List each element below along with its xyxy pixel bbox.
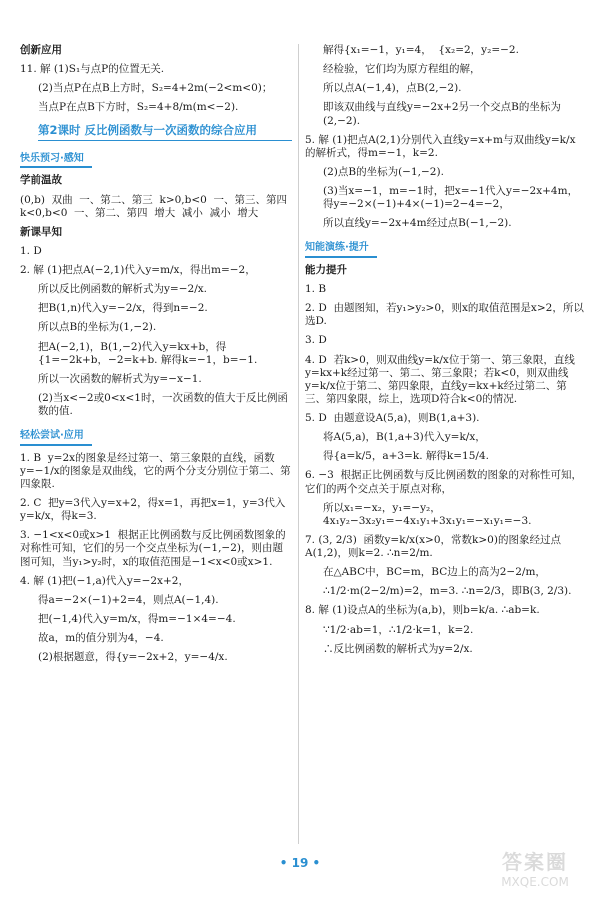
left-paragraph: 快乐预习·感知	[20, 153, 92, 169]
left-paragraph: 2. 解 (1)把点A(−2,1)代入y=m/x，得出m=−2，	[20, 264, 256, 276]
left-paragraph: 得a=−2×(−1)+2=4，则点A(−1,4).	[38, 593, 219, 606]
left-paragraph: 第2课时 反比例函数与一次函数的综合应用	[38, 123, 292, 141]
right-paragraph: 知能演练·提升	[305, 242, 377, 258]
right-paragraph: ∴反比例函数的解析式为y=2/x.	[323, 642, 473, 655]
right-paragraph: 经检验，它们均为原方程组的解，	[323, 63, 481, 76]
right-paragraph: 所以直线y=−2x+4m经过点B(−1,−2).	[323, 217, 512, 230]
page-number: • 19 •	[279, 856, 321, 870]
right-paragraph: 5. D 由题意设A(5,a)，则B(1,a+3).	[305, 412, 480, 424]
right-paragraph: 5. 解 (1)把点A(2,1)分别代入直线y=x+m与双曲线y=k/x的解析式，得m=−1，k=2.	[305, 133, 576, 159]
right-paragraph: 解得{x₁=−1，y₁=4， {x₂=2，y₂=−2.	[323, 44, 519, 56]
left-paragraph: 轻松尝试·应用	[20, 430, 92, 446]
left-paragraph: 故a，m的值分别为4，−4.	[38, 632, 164, 644]
left-paragraph: 11. 解 (1)S₁与点P的位置无关.	[20, 63, 165, 76]
right-paragraph: 1. B	[305, 283, 327, 295]
right-paragraph: 7. (3, 2/3) 函数y=k/x(x>0，常数k>0)的图象经过点A(1,2)，则k=2. ∴n=2/m.	[305, 533, 561, 559]
left-paragraph: 当点P在点B下方时，S₂=4+8/m(m<−2).	[38, 101, 239, 114]
right-paragraph: ∵1/2·ab=1，∴1/2·k=1，k=2.	[323, 623, 474, 636]
left-paragraph: (2)当x<−2或0<x<1时，一次函数的值大于反比例函数的值.	[38, 391, 288, 417]
right-column	[305, 44, 585, 840]
left-paragraph: 4. 解 (1)把(−1,a)代入y=−2x+2，	[20, 574, 189, 587]
right-paragraph: 将A(5,a)，B(1,a+3)代入y=k/x，	[323, 431, 486, 444]
right-paragraph: ∴1/2·m(2−2/m)=2，m=3. ∴n=2/3，即B(3, 2/3).	[323, 585, 572, 598]
right-paragraph: (3)当x=−1，m=−1时，把x=−1代入y=−2x+4m，得y=−2×(−1)+4×(−1)=2−4=−2，	[323, 185, 579, 211]
left-paragraph: (2)根据题意，得{y=−2x+2，y=−4/x.	[38, 651, 228, 664]
watermark-text: 答案圈	[502, 850, 568, 874]
left-paragraph: 1. D	[20, 244, 42, 257]
left-paragraph: 1. B y=2x的图象是经过第一、第三象限的直线，函数y=−1/x的图象是双曲线，它的两个分支分别位于第二、第四象限.	[20, 451, 291, 490]
left-paragraph: 3. −1<x<0或x>1 根据正比例函数与反比例函数图象的对称性可知，它们的另一个交点坐标为(−1,−2)，则由题图可知，当y₁>y₂时，x的取值范围是−1<x<0或x>1.	[20, 529, 286, 568]
left-paragraph: 新课早知	[20, 225, 62, 238]
right-paragraph: 得{a=k/5，a+3=k. 解得k=15/4.	[323, 450, 489, 463]
right-paragraph: 4. D 若k>0，则双曲线y=k/x位于第一、第三象限，直线y=kx+k经过第一、第二、第三象限；若k<0，则双曲线y=k/x位于第二、第四象限，直线y=kx+k经过第二、第三、第四象限，综上，选项D符合k<0的情况.	[305, 353, 575, 405]
left-paragraph: 学前温故	[20, 174, 62, 187]
watermark-url: MXQE.COM	[501, 875, 569, 889]
right-paragraph: 3. D	[305, 334, 327, 347]
right-paragraph: 2. D 由题图知，若y₁>y₂>0，则x的取值范围是x>2，所以选D.	[305, 302, 584, 328]
left-paragraph: 2. C 把y=3代入y=x+2，得x=1，再把x=1，y=3代入y=k/x，得k=3.	[20, 497, 286, 523]
right-paragraph: (2)点B的坐标为(−1,−2).	[323, 165, 444, 178]
left-paragraph: 所以点B的坐标为(1,−2).	[38, 321, 157, 334]
left-column	[20, 44, 292, 840]
right-paragraph: 6. −3 根据正比例函数与反比例函数的图象的对称性可知，它们的两个交点关于原点对称，	[305, 469, 583, 495]
right-paragraph: 8. 解 (1)设点A的坐标为(a,b)，则b=k/a. ∴ab=k.	[305, 604, 540, 617]
right-paragraph: 所以x₁=−x₂，y₁=−y₂，4x₁y₂−3x₂y₁=−4x₁y₁+3x₁y₁=−x₁y₁=−3.	[323, 501, 532, 527]
column-divider	[298, 44, 299, 844]
left-paragraph: (2)当点P在点B上方时，S₂=4+2m(−2<m<0)；	[38, 82, 273, 95]
left-paragraph: (0,b) 双曲 一、第二、第三 k>0,b<0 一、第三、第四 k<0,b<0 一、第二、第四 增大 减小 减小 增大	[20, 193, 294, 219]
left-paragraph: 把(−1,4)代入y=m/x，得m=−1×4=−4.	[38, 612, 236, 625]
right-paragraph: 所以点A(−1,4)，点B(2,−2).	[323, 82, 462, 95]
left-paragraph: 把A(−2,1)，B(1,−2)代入y=kx+b，得{1=−2k+b，−2=k+b. 解得k=−1，b=−1.	[38, 340, 258, 366]
right-paragraph: 能力提升	[305, 263, 347, 276]
right-paragraph: 在△ABC中，BC=m，BC边上的高为2−2/m，	[323, 566, 546, 579]
left-paragraph: 所以一次函数的解析式为y=−x−1.	[38, 372, 202, 385]
left-paragraph: 创新应用	[20, 44, 62, 56]
right-paragraph: 即该双曲线与直线y=−2x+2另一个交点B的坐标为(2,−2).	[323, 101, 561, 127]
left-paragraph: 所以反比例函数的解析式为y=−2/x.	[38, 283, 208, 296]
left-paragraph: 把B(1,n)代入y=−2/x，得到n=−2.	[38, 302, 208, 315]
watermark-logo	[480, 850, 590, 890]
